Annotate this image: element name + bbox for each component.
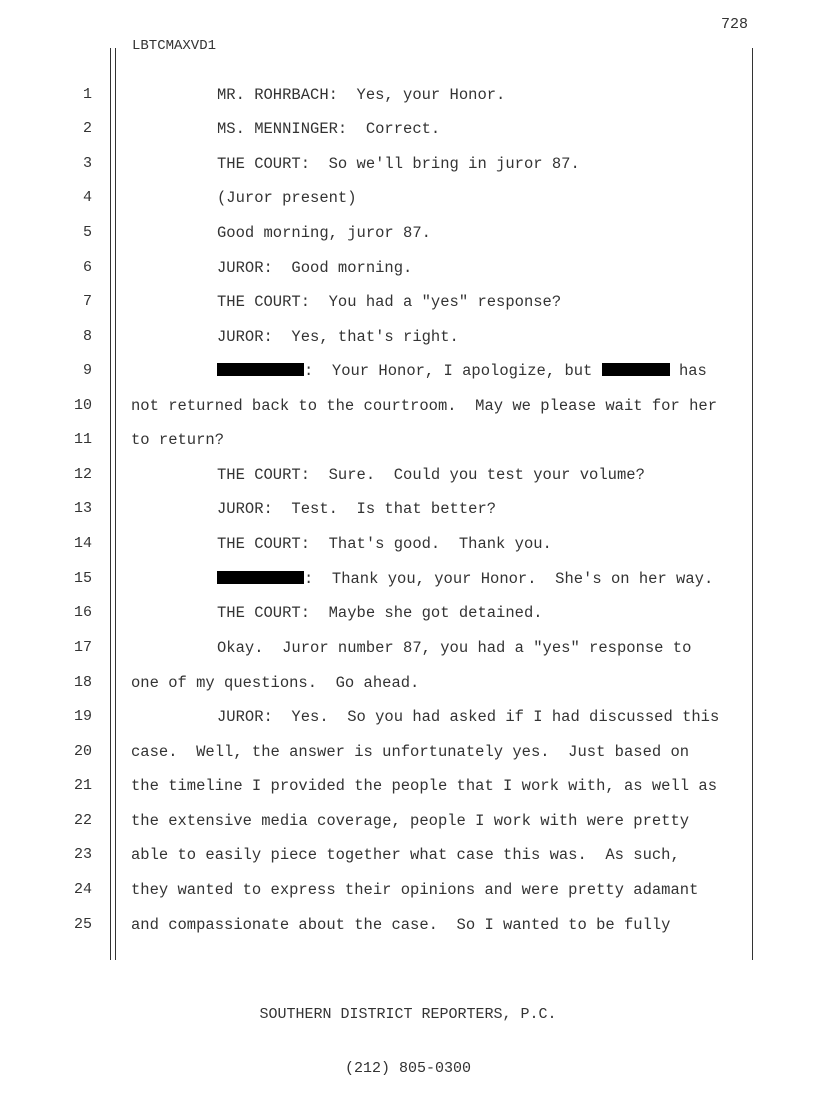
transcript-line (0, 397, 816, 417)
line-number: 16 (73, 604, 92, 621)
line-text: THE COURT: Maybe she got detained. (217, 604, 543, 622)
line-number: 21 (73, 777, 92, 794)
line-number: 18 (73, 674, 92, 691)
redaction-box (602, 363, 670, 376)
line-text: Okay. Juror number 87, you had a "yes" response to (217, 639, 692, 657)
transcript-line (0, 674, 816, 694)
footer (0, 970, 816, 1096)
line-number: 9 (82, 362, 92, 379)
line-text: to return? (131, 431, 225, 449)
transcript-line (0, 293, 816, 313)
line-number: 3 (82, 155, 92, 172)
transcript-line (0, 500, 816, 520)
line-text: one of my questions. Go ahead. (131, 674, 420, 692)
line-number: 14 (73, 535, 92, 552)
transcript-line (0, 259, 816, 279)
transcript-line (0, 743, 816, 763)
line-number: 23 (73, 846, 92, 863)
line-text: the timeline I provided the people that I work with, as well as (131, 777, 717, 795)
transcript-line (0, 155, 816, 175)
line-text: THE COURT: You had a "yes" response? (217, 293, 562, 311)
footer-phone: (212) 805-0300 (344, 1060, 472, 1077)
line-number: 10 (73, 397, 92, 414)
transcript-line (0, 86, 816, 106)
line-text-part: : Your Honor, I apologize, but (304, 362, 602, 380)
line-number: 15 (73, 570, 92, 587)
line-number: 20 (73, 743, 92, 760)
transcript-line (0, 189, 816, 209)
transcript-line (0, 431, 816, 451)
line-text: case. Well, the answer is unfortunately yes. Just based on (131, 743, 690, 761)
line-number: 25 (73, 916, 92, 933)
transcript-line (0, 708, 816, 728)
line-text: Good morning, juror 87. (217, 224, 431, 242)
line-number: 7 (82, 293, 92, 310)
transcript-line (0, 604, 816, 624)
line-number: 1 (82, 86, 92, 103)
transcript-line (0, 639, 816, 659)
line-text: JUROR: Yes, that's right. (217, 328, 459, 346)
line-text (217, 570, 713, 588)
transcript-line (0, 535, 816, 555)
transcript-line (0, 466, 816, 486)
redaction-box (217, 363, 304, 376)
transcript-line (0, 328, 816, 348)
line-text: the extensive media coverage, people I work with were pretty (131, 812, 690, 830)
line-text-part: has (669, 362, 707, 380)
line-text: MS. MENNINGER: Correct. (217, 120, 441, 138)
line-text: JUROR: Test. Is that better? (217, 500, 497, 518)
transcript-line (0, 812, 816, 832)
page-number: 728 (720, 16, 748, 33)
transcript-line (0, 570, 816, 590)
line-number: 4 (82, 189, 92, 206)
line-number: 24 (73, 881, 92, 898)
line-text: not returned back to the courtroom. May we please wait for her (131, 397, 717, 415)
line-text: able to easily piece together what case this was. As such, (131, 846, 680, 864)
transcript-line (0, 777, 816, 797)
line-number: 11 (73, 431, 92, 448)
line-number: 13 (73, 500, 92, 517)
line-text: MR. ROHRBACH: Yes, your Honor. (217, 86, 506, 104)
line-number: 2 (82, 120, 92, 137)
transcript-line (0, 362, 816, 382)
line-number: 5 (82, 224, 92, 241)
line-number: 19 (73, 708, 92, 725)
redaction-box (217, 571, 304, 584)
line-text (217, 362, 707, 380)
line-text: THE COURT: Sure. Could you test your volume? (217, 466, 645, 484)
line-number: 12 (73, 466, 92, 483)
line-number: 6 (82, 259, 92, 276)
line-text: they wanted to express their opinions and were pretty adamant (131, 881, 699, 899)
transcript-line (0, 881, 816, 901)
case-code: LBTCMAXVD1 (132, 38, 217, 54)
line-number: 8 (82, 328, 92, 345)
footer-reporter-name: SOUTHERN DISTRICT REPORTERS, P.C. (259, 1006, 557, 1023)
transcript-line (0, 224, 816, 244)
line-text: (Juror present) (217, 189, 357, 207)
transcript-line (0, 846, 816, 866)
transcript-line (0, 120, 816, 140)
line-number: 17 (73, 639, 92, 656)
line-text: JUROR: Good morning. (217, 259, 413, 277)
transcript-line (0, 916, 816, 936)
line-number: 22 (73, 812, 92, 829)
line-text: THE COURT: So we'll bring in juror 87. (217, 155, 580, 173)
line-text-part: : Thank you, your Honor. She's on her way. (304, 570, 714, 588)
line-text: and compassionate about the case. So I wanted to be fully (131, 916, 671, 934)
line-text: THE COURT: That's good. Thank you. (217, 535, 552, 553)
line-text: JUROR: Yes. So you had asked if I had discussed this (217, 708, 720, 726)
